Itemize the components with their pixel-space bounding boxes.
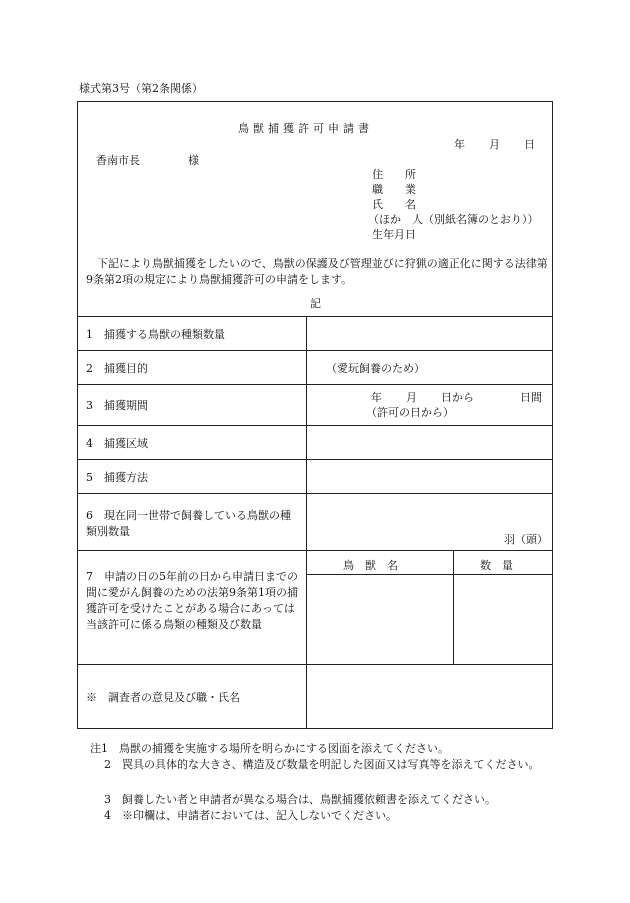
item-3-days: 日間 [520, 391, 542, 404]
item-7-label: 7 申請の日の5年前の日から申請日までの間に愛がん飼養のための法第9条第1項の捕獲許可を受けたことがある場合にあっては当該許可に係る鳥類の種類及び数量 [86, 570, 298, 631]
row-divider [77, 459, 553, 460]
form-title: 鳥獣捕獲許可申請書 [238, 122, 373, 135]
date-month: 月 [489, 138, 500, 151]
item-3-month: 月 [406, 391, 417, 404]
row-divider [306, 574, 553, 575]
application-body-text: 下記により鳥獣捕獲をしたいので、鳥獣の保護及び管理並びに狩猟の適正化に関する法律第9条第2項の規定により鳥獣捕獲許可の申請をします。 [86, 257, 548, 286]
row-divider [77, 384, 553, 385]
column-divider [306, 316, 307, 729]
investigator-label: ※ 調査者の意見及び職・氏名 [86, 691, 240, 704]
row-divider [77, 664, 553, 665]
row-divider [77, 350, 553, 351]
row-divider [77, 425, 553, 426]
addressee: 香南市長 [96, 154, 140, 167]
quantity-header: 数 量 [480, 559, 513, 572]
item-5-label: 5 捕獲方法 [86, 471, 148, 484]
addressee-suffix: 様 [188, 154, 199, 167]
application-form-frame [77, 101, 553, 729]
item-3-label: 3 捕獲期間 [86, 399, 148, 412]
row-divider [77, 316, 553, 317]
birthdate-label: 生年月日 [372, 228, 416, 241]
others-note: （ほか 人（別紙名簿のとおり）） [368, 213, 539, 226]
note-1: 注1 鳥獣の捕獲を実施する場所を明らかにする図面を添えてください。 [90, 742, 449, 755]
item-3-note: （許可の日から） [366, 406, 454, 419]
item-1-label: 1 捕獲する鳥獣の種類数量 [86, 328, 225, 341]
note-3: 3 飼養したい者と申請者が異なる場合は、鳥獣捕獲依頼書を添えてください。 [104, 793, 496, 806]
note-2: 2 罠具の具体的な大きさ、構造及び数量を明記した図面又は写真等を添えてください。 [104, 758, 540, 771]
item-4-label: 4 捕獲区域 [86, 437, 148, 450]
row-divider [77, 493, 553, 494]
date-day: 日 [524, 138, 535, 151]
occupation-label: 職 業 [372, 183, 416, 196]
name-label: 氏 名 [372, 198, 416, 211]
column-divider [453, 550, 454, 664]
ki-label: 記 [310, 297, 321, 310]
note-4: 4 ※印欄は、申請者においては、記入しないでください。 [104, 809, 397, 822]
date-year: 年 [454, 138, 465, 151]
item-3-from: 日から [441, 391, 474, 404]
item-3-year: 年 [371, 391, 382, 404]
address-label: 住 所 [372, 168, 416, 181]
item-6-unit: 羽（頭） [504, 533, 548, 546]
item-2-value: （愛玩飼養のため） [326, 362, 425, 375]
form-number: 様式第3号（第2条関係） [79, 82, 203, 95]
row-divider [77, 550, 553, 551]
item-6-label: 6 現在同一世帯で飼養している鳥獣の種類別数量 [86, 509, 291, 538]
item-2-label: 2 捕獲目的 [86, 362, 148, 375]
bird-name-header: 鳥 獣 名 [343, 559, 398, 572]
